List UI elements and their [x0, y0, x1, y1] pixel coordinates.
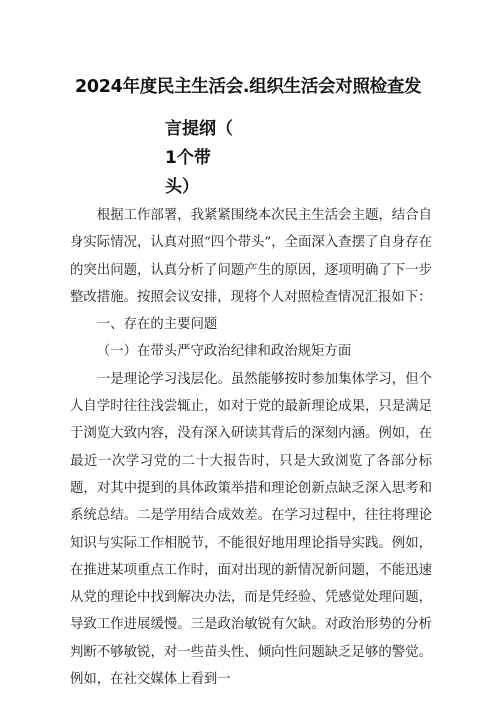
document-title-line-3: 1个带	[165, 148, 211, 168]
document-body	[70, 202, 432, 693]
section-heading: 一、存在的主要问题	[96, 317, 218, 333]
body-paragraph: 一是理论学习浅层化。虽然能够按时参加集体学习，但个人自学时往往浅尝辄止，如对于党的最新理论成果，只是满足于浏览大致内容，没有深入研读其背后的深刻内涵。例如，在最近一次学习党的二十大报告时，只是大致浏览了各部分标题，对其中提到的具体政策举措和理论创新点缺乏深入思考和系统总结。二是学用结合成效差。在学习过程中，往往将理论知识与实际工作相脱节，不能很好地用理论指导实践。例如，在推进某项重点工作时，面对出现的新情况新问题，不能迅速从党的理论中找到解决办法，而是凭经验、凭感觉处理问题，导致工作进展缓慢。三是政治敏锐有欠缺。对政治形势的分析判断不够敏锐，对一些苗头性、倾向性问题缺乏足够的警觉。例如，在社交媒体上看到一	[70, 371, 432, 688]
document-title-line-4: 头）	[165, 177, 199, 197]
document-title-line-1: 2024年度民主生活会.组织生活会对照检查发	[75, 77, 422, 97]
document-title-line-2: 言提纲（	[165, 119, 233, 139]
intro-paragraph: 根据工作部署，我紧紧围绕本次民主生活会主题，结合自身实际情况，认真对照“四个带头”，全面深入查摆了自身存在的突出问题，认真分析了问题产生的原因，逐项明确了下一步整改措施。按照会议安排，现将个人对照检查情况汇报如下：	[70, 208, 432, 305]
subsection-heading: （一）在带头严守政治纪律和政治规矩方面	[96, 344, 352, 360]
